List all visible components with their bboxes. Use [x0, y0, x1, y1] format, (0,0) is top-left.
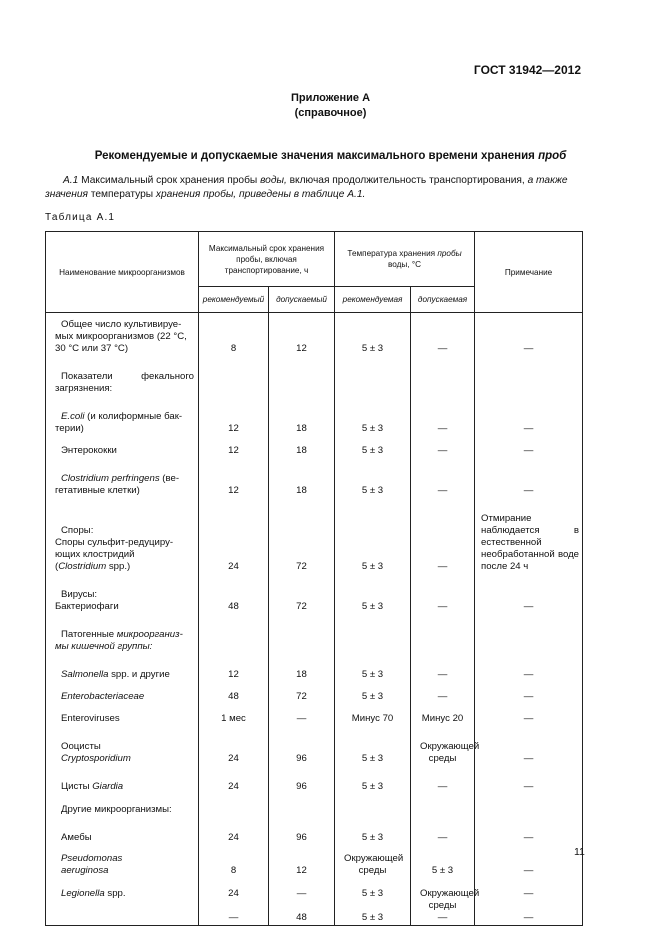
cell-recommended-temp: 5 ± 3 [335, 684, 411, 706]
row-name [46, 728, 199, 768]
row-name-text: (и колиформные бак- [84, 411, 183, 422]
cell-permissible: 48 [269, 912, 335, 926]
cell-recommended-temp: 5 ± 3 [335, 656, 411, 684]
cell-permissible: 72 [269, 500, 335, 576]
cell-recommended-temp: Минус 70 [335, 706, 411, 728]
cell-note: — [475, 819, 583, 847]
cell-permissible-temp: Окружающей среды [411, 880, 475, 912]
cell-note: — [475, 847, 583, 880]
table-row [46, 460, 583, 500]
row-name [46, 706, 199, 728]
cell-empty [46, 912, 199, 926]
cell-note: — [475, 684, 583, 706]
row-name [46, 576, 199, 616]
row-name [46, 656, 199, 684]
cell-empty [199, 796, 269, 819]
cell-permissible: 96 [269, 728, 335, 768]
cell-permissible: 96 [269, 819, 335, 847]
row-name-italic: Salmonella [61, 669, 109, 680]
row-name-line: Pseudomonas [61, 853, 123, 864]
row-name-line [55, 781, 194, 793]
row-name [46, 460, 199, 500]
cell-note: — [475, 768, 583, 796]
cell-recommended: 1 мес [199, 706, 269, 728]
row-name-line: Ооцисты [61, 741, 101, 752]
row-name-italic: Legionella [61, 888, 105, 899]
cell-empty [199, 616, 269, 656]
row-name-text: spp.) [106, 561, 131, 572]
row-name [46, 796, 199, 819]
heading-italic: проб [538, 150, 567, 162]
cell-permissible-temp: — [411, 460, 475, 500]
row-name-line: Enteroviruses [61, 713, 120, 724]
cell-note: — [475, 398, 583, 438]
cell-recommended: 12 [199, 656, 269, 684]
row-name-line: Споры: [61, 525, 94, 536]
row-name-line [55, 629, 194, 641]
cell-recommended: 24 [199, 500, 269, 576]
cell-permissible-temp: — [411, 768, 475, 796]
row-name-line: Enterobacteriaceae [61, 691, 145, 702]
cell-permissible: 18 [269, 656, 335, 684]
header-recommended: рекомендуемый [199, 287, 269, 313]
header-temp [335, 232, 475, 287]
table-row [46, 796, 583, 819]
cell-permissible: 18 [269, 438, 335, 460]
row-name [46, 500, 199, 576]
table-row [46, 358, 583, 398]
cell-empty [269, 616, 335, 656]
row-name-text: Цисты [61, 781, 93, 792]
row-name-italic: Clostridium [58, 561, 107, 572]
row-name-line: гетативные клетки) [55, 485, 140, 496]
cell-permissible: 12 [269, 313, 335, 359]
row-name-line [55, 473, 194, 485]
cell-recommended-temp: 5 ± 3 [335, 880, 411, 912]
cell-recommended-temp: 5 ± 3 [335, 819, 411, 847]
header-temp-b: пробы [437, 249, 462, 258]
header-permissible: допускаемый [269, 287, 335, 313]
cell-permissible: 12 [269, 847, 335, 880]
cell-permissible: 18 [269, 398, 335, 438]
table-row [46, 684, 583, 706]
standard-number: ГОСТ 31942—2012 [473, 63, 581, 77]
intro-text-2: воды, [260, 175, 287, 186]
cell-recommended: 24 [199, 768, 269, 796]
cell-permissible-temp: 5 ± 3 [411, 847, 475, 880]
table-row [46, 768, 583, 796]
cell-permissible-temp: — [411, 912, 475, 926]
cell-recommended: — [199, 912, 269, 926]
cell-empty [335, 616, 411, 656]
cell-permissible-temp: Окружающей среды [411, 728, 475, 768]
annex-title: Приложение А [290, 92, 371, 104]
cell-empty [269, 796, 335, 819]
cell-recommended: 12 [199, 398, 269, 438]
header-permissible-temp: допускаемая [411, 287, 475, 313]
cell-note: Отмирание наблюдается в естественной необработанной воде после 24 ч [475, 500, 583, 576]
row-name-line: Споры сульфит-редуциру- [55, 537, 174, 548]
table-row [46, 500, 583, 576]
row-name [46, 398, 199, 438]
row-name-line: Амебы [61, 832, 92, 843]
cell-recommended-temp: 5 ± 3 [335, 768, 411, 796]
row-name-line: 30 °С или 37 °С) [55, 343, 129, 354]
clause-number: А.1 [63, 175, 79, 186]
cell-recommended: 48 [199, 684, 269, 706]
row-name-line: aeruginosa [61, 865, 109, 876]
cell-empty [475, 358, 583, 398]
row-name [46, 438, 199, 460]
row-name-italic: Giardia [92, 781, 124, 792]
row-name [46, 880, 199, 912]
cell-recommended: 12 [199, 460, 269, 500]
cell-permissible: 72 [269, 576, 335, 616]
row-name-line [55, 669, 194, 681]
cell-permissible-temp: — [411, 438, 475, 460]
row-name-line [55, 411, 194, 423]
cell-recommended-temp: 5 ± 3 [335, 500, 411, 576]
table-row [46, 313, 583, 359]
header-temp-c: воды, °С [388, 260, 422, 269]
row-name [46, 819, 199, 847]
table-row [46, 656, 583, 684]
annex-header [0, 91, 661, 121]
row-name-line: Другие микроорганизмы: [61, 804, 172, 815]
row-name-line: ющих клостридий [55, 549, 135, 560]
cell-permissible: — [269, 706, 335, 728]
row-name [46, 768, 199, 796]
header-time: Максимальный срок хранения пробы, включая транспортирование, ч [199, 232, 335, 287]
row-name-line: терии) [55, 423, 84, 434]
cell-recommended-temp: 5 ± 3 [335, 438, 411, 460]
cell-permissible: 18 [269, 460, 335, 500]
cell-note: — [475, 438, 583, 460]
cell-recommended-temp: 5 ± 3 [335, 460, 411, 500]
row-name-italic: Clostridium perfringens [61, 473, 160, 484]
cell-permissible-temp: — [411, 576, 475, 616]
storage-table [45, 231, 583, 926]
cell-note: — [475, 880, 583, 912]
row-name [46, 847, 199, 880]
cell-empty [411, 358, 475, 398]
row-name-text: Патогенные [61, 629, 117, 640]
row-name-text: ( [55, 561, 59, 572]
cell-note: — [475, 728, 583, 768]
intro-text-3: включая продолжительность транспортирования, [286, 175, 528, 186]
cell-empty [335, 796, 411, 819]
header-name: Наименование микроорганизмов [46, 232, 199, 313]
cell-recommended: 24 [199, 728, 269, 768]
cell-recommended: 8 [199, 313, 269, 359]
table-row [46, 438, 583, 460]
cell-permissible-temp: — [411, 398, 475, 438]
cell-note: — [475, 313, 583, 359]
row-name-line: Общее число культивируе- [61, 319, 182, 330]
cell-recommended: 8 [199, 847, 269, 880]
row-name-line: Бактериофаги [55, 601, 119, 612]
row-name-line: Энтерококки [61, 445, 117, 456]
row-name-line: Cryptosporidium [61, 753, 131, 764]
intro-text-1: Максимальный срок хранения пробы [78, 175, 261, 186]
intro-text-4: а также значения [45, 175, 568, 200]
table-row [46, 912, 583, 926]
row-name [46, 684, 199, 706]
table-row [46, 819, 583, 847]
row-name-line [55, 561, 194, 573]
cell-permissible-temp: Минус 20 [411, 706, 475, 728]
cell-permissible-temp: — [411, 656, 475, 684]
cell-permissible: 96 [269, 768, 335, 796]
table-row [46, 576, 583, 616]
cell-permissible-temp: — [411, 500, 475, 576]
cell-permissible-temp: — [411, 313, 475, 359]
table-row [46, 847, 583, 880]
header-temp-a: Температура хранения [347, 249, 438, 258]
row-name-line: Показатели фекального [61, 371, 194, 382]
row-name-text: spp. и другие [108, 669, 170, 680]
row-name [46, 358, 199, 398]
cell-note: — [475, 706, 583, 728]
annex-type: (справочное) [294, 107, 367, 119]
cell-permissible: — [269, 880, 335, 912]
header-recommended-temp: рекомендуемая [335, 287, 411, 313]
cell-note: — [475, 656, 583, 684]
cell-permissible-temp: — [411, 684, 475, 706]
row-name-italic: микроорганиз- [116, 629, 183, 640]
cell-note: — [475, 576, 583, 616]
cell-recommended-temp: Окружающей среды [335, 847, 411, 880]
cell-empty [269, 358, 335, 398]
cell-empty [411, 616, 475, 656]
row-name-italic: E.coli [61, 411, 85, 422]
cell-note: — [475, 460, 583, 500]
cell-recommended: 48 [199, 576, 269, 616]
page-number: 11 [574, 846, 585, 858]
cell-recommended: 24 [199, 819, 269, 847]
cell-empty [411, 796, 475, 819]
intro-text-5: температуры [87, 189, 156, 200]
cell-recommended-temp: 5 ± 3 [335, 912, 411, 926]
row-name-text: spp. [104, 888, 126, 899]
cell-permissible-temp: — [411, 819, 475, 847]
header-note: Примечание [475, 232, 583, 313]
table-caption: Таблица А.1 [45, 212, 116, 223]
cell-recommended-temp: 5 ± 3 [335, 728, 411, 768]
table-row [46, 728, 583, 768]
table-row [46, 616, 583, 656]
row-name-line: Вирусы: [61, 589, 98, 600]
cell-empty [475, 796, 583, 819]
table-row [46, 880, 583, 912]
cell-permissible: 72 [269, 684, 335, 706]
intro-text-6: хранения пробы, приведены в таблице А.1. [155, 189, 366, 200]
row-name-line: загрязнения: [55, 383, 113, 394]
cell-recommended-temp: 5 ± 3 [335, 576, 411, 616]
cell-empty [335, 358, 411, 398]
row-name [46, 616, 199, 656]
cell-recommended: 24 [199, 880, 269, 912]
row-name-line: мых микроорганизмов (22 °С, [55, 331, 187, 342]
heading-text: Рекомендуемые и допускаемые значения максимального времени хранения [94, 150, 539, 162]
cell-empty [475, 616, 583, 656]
cell-recommended-temp: 5 ± 3 [335, 398, 411, 438]
row-name-text: (ве- [159, 473, 180, 484]
intro-paragraph [45, 174, 585, 202]
row-name [46, 313, 199, 359]
cell-empty [199, 358, 269, 398]
row-name-line: мы кишечной группы: [55, 641, 153, 652]
table-row [46, 706, 583, 728]
section-heading [0, 150, 661, 162]
cell-recommended: 12 [199, 438, 269, 460]
table-row [46, 398, 583, 438]
row-name-line [55, 888, 194, 900]
cell-recommended-temp: 5 ± 3 [335, 313, 411, 359]
cell-note: — [475, 912, 583, 926]
